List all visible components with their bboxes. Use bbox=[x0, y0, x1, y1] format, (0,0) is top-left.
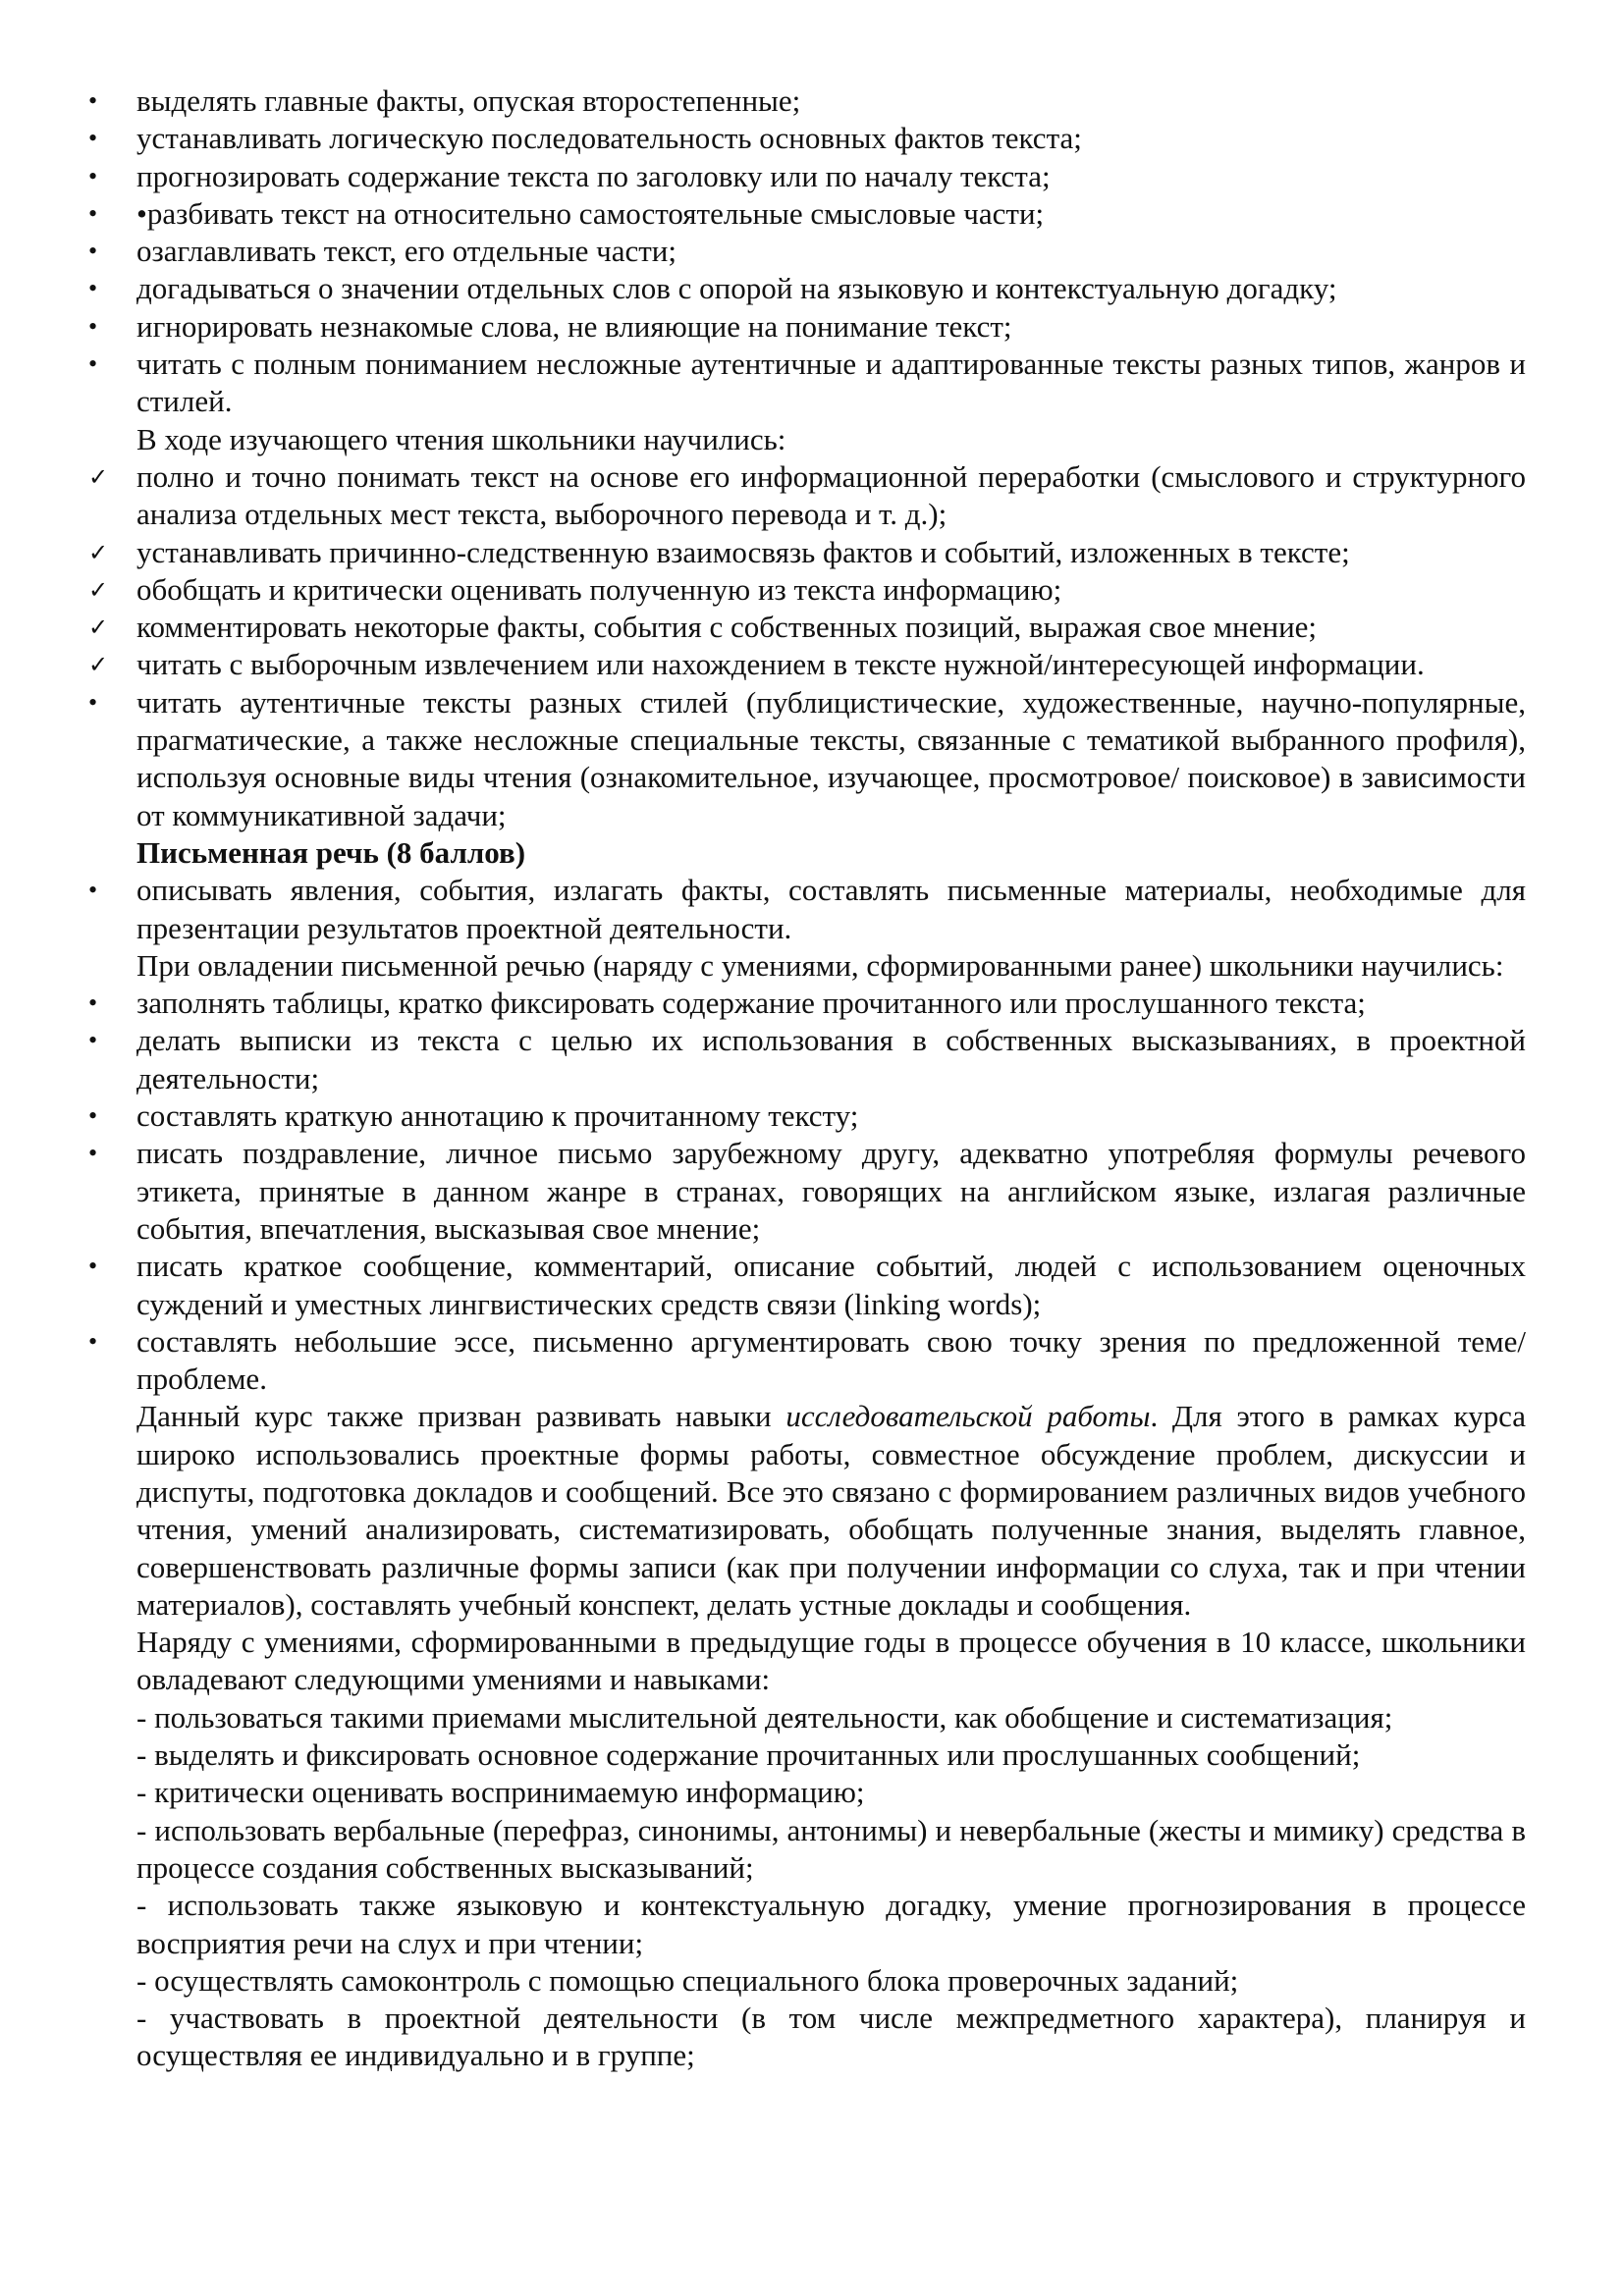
paragraph-text: . Для этого в рамках курса широко использовались проектные формы работы, совместное обсуждение проблем, дискуссии и диспуты, подготовка докладов и сообщений. Все это связано с формированием различных видов учебного чтения, умений анализировать, систематизировать, обобщать полученные знания, выделять главное, совершенствовать различные формы записи (как при получении информации со слуха, так и при чтении материалов), составлять учебный конспект, делать устные доклады и сообщения. bbox=[136, 1399, 1526, 1622]
list-item-text: заполнять таблицы, кратко фиксировать содержание прочитанного или прослушанного текста; bbox=[136, 986, 1366, 1021]
section-heading-writing bbox=[88, 834, 1526, 872]
list-item bbox=[88, 120, 1526, 157]
list-item bbox=[88, 1812, 1526, 1888]
list-item bbox=[88, 270, 1526, 307]
paragraph-text: Данный курс также призван развивать навыки bbox=[136, 1399, 786, 1434]
list-item-text: читать с выборочным извлечением или нахождением в тексте нужной/интересующей информации. bbox=[136, 647, 1425, 682]
list-item bbox=[88, 82, 1526, 120]
list-item-text: читать с полным пониманием несложные аутентичные и адаптированные тексты разных типов, жанров и стилей. bbox=[136, 347, 1526, 419]
list-item bbox=[88, 646, 1526, 683]
bullet-icon: • bbox=[88, 274, 98, 303]
checkmark-icon: ✓ bbox=[88, 462, 109, 491]
heading-text: Письменная речь (8 баллов) bbox=[136, 834, 526, 870]
list-item bbox=[88, 1135, 1526, 1248]
bullet-icon: • bbox=[88, 124, 98, 153]
paragraph-text: Наряду с умениями, сформированными в предыдущие годы в процессе обучения в 10 классе, школьники овладевают следующими умениями и навыками: bbox=[136, 1625, 1526, 1697]
list-item bbox=[88, 2000, 1526, 2075]
list-item-text: озаглавливать текст, его отдельные части; bbox=[136, 234, 677, 269]
list-item-text: читать аутентичные тексты разных стилей (публицистические, художественные, научно-популярные, прагматические, а также несложные специальные тексты, связанные с тематикой выбранного профиля), используя основные виды чтения (ознакомительное, изучающее, просмотровое/ поисковое) в зависимости от коммуникативной задачи; bbox=[136, 684, 1526, 832]
bullet-icon: • bbox=[88, 311, 98, 341]
list-item bbox=[88, 684, 1526, 834]
bullet-icon: • bbox=[88, 86, 98, 115]
bullet-icon: • bbox=[88, 161, 98, 190]
list-item bbox=[88, 1248, 1526, 1323]
list-item bbox=[88, 1022, 1526, 1097]
list-item-text: догадываться о значении отдельных слов с опорой на языковую и контекстуальную догадку; bbox=[136, 271, 1337, 306]
list-item-text: писать краткое сообщение, комментарий, описание событий, людей с использованием оценочных суждений и уместных лингвистических средств связи (linking words); bbox=[136, 1249, 1526, 1321]
list-item bbox=[88, 158, 1526, 195]
study-reading-intro bbox=[88, 421, 1526, 458]
list-item bbox=[88, 571, 1526, 609]
list-item-text: комментировать некоторые факты, события с собственных позиций, выражая свое мнение; bbox=[136, 610, 1318, 645]
list-item bbox=[88, 458, 1526, 534]
checkmark-icon: ✓ bbox=[88, 538, 109, 566]
list-item bbox=[88, 1962, 1526, 2000]
checkmark-icon: ✓ bbox=[88, 614, 109, 642]
list-item-text: - осуществлять самоконтроль с помощью специального блока проверочных заданий; bbox=[136, 1962, 1239, 1998]
bullet-icon: • bbox=[88, 988, 98, 1018]
bullet-icon: • bbox=[88, 1252, 98, 1281]
research-paragraph bbox=[88, 1398, 1526, 1624]
document-page bbox=[88, 82, 1526, 2075]
list-item-text: •разбивать текст на относительно самостоятельные смысловые части; bbox=[136, 195, 1045, 231]
checkmark-icon: ✓ bbox=[88, 575, 109, 604]
list-item bbox=[88, 1323, 1526, 1399]
list-item bbox=[88, 1097, 1526, 1135]
bullet-icon: • bbox=[88, 1139, 98, 1168]
bullet-icon: • bbox=[88, 198, 98, 228]
list-item-text: - участвовать в проектной деятельности (в том числе межпредметного характера), планируя и осуществляя ее индивидуально и в группе; bbox=[136, 2001, 1526, 2073]
list-item-text: устанавливать логическую последовательность основных фактов текста; bbox=[136, 121, 1082, 156]
paragraph-text: В ходе изучающего чтения школьники научились: bbox=[136, 421, 786, 456]
list-item bbox=[88, 985, 1526, 1022]
bullet-icon: • bbox=[88, 1101, 98, 1131]
list-item bbox=[88, 1699, 1526, 1736]
list-item-text: - выделять и фиксировать основное содержание прочитанных или прослушанных сообщений; bbox=[136, 1737, 1361, 1773]
list-item bbox=[88, 233, 1526, 270]
list-item-text: устанавливать причинно-следственную взаимосвязь фактов и событий, изложенных в тексте; bbox=[136, 534, 1350, 569]
list-item-text: составлять небольшие эссе, письменно аргументировать свою точку зрения по предложенной теме/проблеме. bbox=[136, 1323, 1526, 1397]
list-item bbox=[88, 1736, 1526, 1774]
bullet-icon: • bbox=[88, 237, 98, 266]
bullet-icon: • bbox=[88, 1026, 98, 1055]
checkmark-icon: ✓ bbox=[88, 651, 109, 679]
list-item-text: - использовать также языковую и контекстуальную догадку, умение прогнозирования в процессе восприятия речи на слух и при чтении; bbox=[136, 1888, 1526, 1960]
list-item-text: - использовать вербальные (перефраз, синонимы, антонимы) и невербальные (жесты и мимику) средства в процессе создания собственных высказываний; bbox=[136, 1812, 1526, 1885]
list-item-text: полно и точно понимать текст на основе его информационной переработки (смыслового и структурного анализа отдельных мест текста, выборочного перевода и т. д.); bbox=[136, 458, 1526, 532]
list-item bbox=[88, 872, 1526, 947]
skills-intro bbox=[88, 1624, 1526, 1699]
list-item bbox=[88, 346, 1526, 421]
writing-intro bbox=[88, 947, 1526, 985]
list-item-text: игнорировать незнакомые слова, не влияющие на понимание текст; bbox=[136, 308, 1012, 344]
list-item-text: составлять краткую аннотацию к прочитанному тексту; bbox=[136, 1098, 859, 1134]
list-item bbox=[88, 1774, 1526, 1811]
bullet-icon: • bbox=[88, 687, 98, 717]
list-item-text: - пользоваться такими приемами мыслительной деятельности, как обобщение и систематизация; bbox=[136, 1699, 1393, 1735]
list-item-text: обобщать и критически оценивать полученную из текста информацию; bbox=[136, 571, 1062, 607]
list-item-text: - критически оценивать воспринимаемую информацию; bbox=[136, 1775, 865, 1810]
bullet-icon: • bbox=[88, 349, 98, 379]
list-item bbox=[88, 609, 1526, 646]
bullet-icon: • bbox=[88, 1326, 98, 1356]
list-item-text: описывать явления, события, излагать факты, составлять письменные материалы, необходимые для презентации результатов проектной деятельности. bbox=[136, 873, 1526, 945]
list-item bbox=[88, 308, 1526, 346]
list-item bbox=[88, 534, 1526, 571]
list-item-text: делать выписки из текста с целью их использования в собственных высказываниях, в проектной деятельности; bbox=[136, 1023, 1526, 1095]
study-reading-list bbox=[88, 458, 1526, 834]
list-item-text: выделять главные факты, опуская второстепенные; bbox=[136, 83, 801, 118]
emphasis-text: исследовательской работы bbox=[785, 1399, 1151, 1434]
bullet-icon: • bbox=[88, 876, 98, 905]
reading-skills-list bbox=[88, 82, 1526, 421]
paragraph-text: При овладении письменной речью (наряду с умениями, сформированными ранее) школьники научились: bbox=[136, 947, 1504, 983]
writing-skills-list bbox=[88, 985, 1526, 1398]
list-item bbox=[88, 195, 1526, 233]
list-item bbox=[88, 1887, 1526, 1962]
list-item-text: прогнозировать содержание текста по заголовку или по началу текста; bbox=[136, 158, 1051, 193]
list-item-text: писать поздравление, личное письмо зарубежному другу, адекватно употребляя формулы речевого этикета, принятые в данном жанре в странах, говорящих на английском языке, излагая различные события, впечатления, высказывая свое мнение; bbox=[136, 1136, 1526, 1246]
skills-dash-list bbox=[88, 1699, 1526, 2075]
